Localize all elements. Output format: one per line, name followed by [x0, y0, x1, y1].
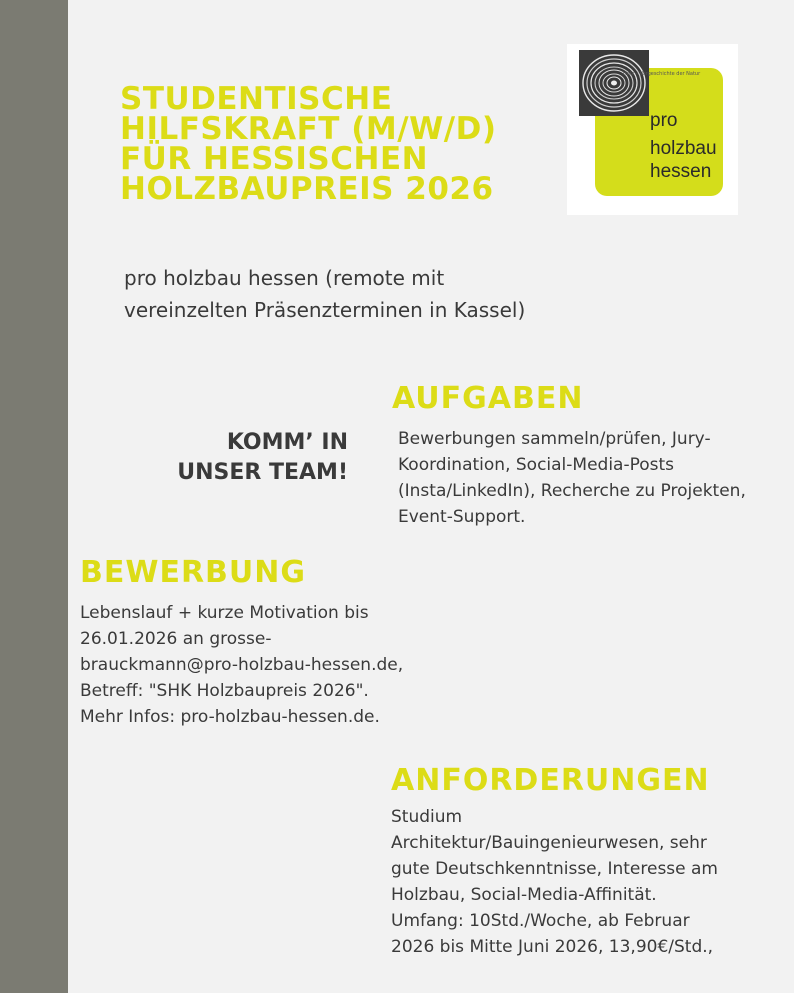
page-title: STUDENTISCHE HILFSKRAFT (M/W/D) FÜR HESSISCHEN HOLZBAUPREIS 2026: [120, 81, 497, 207]
aufgaben-heading: AUFGABEN: [392, 381, 584, 416]
text-line: Umfang: 10Std./Woche, ab Februar: [391, 911, 690, 931]
logo-word-pro: pro: [650, 110, 678, 131]
logo-word-holzbau: holzbau: [650, 138, 717, 159]
text-line: Betreff: "SHK Holzbaupreis 2026".: [80, 681, 369, 701]
text-line: Lebenslauf + kurze Motivation bis: [80, 603, 369, 623]
logo-word-hessen: hessen: [650, 161, 712, 182]
logo-tagline: Holz – Vorgeschichte der Natur: [623, 71, 701, 77]
tree-rings-icon: [579, 50, 649, 116]
bewerbung-text: [80, 600, 500, 730]
text-line: 2026 bis Mitte Juni 2026, 13,90€/Std.,: [391, 937, 714, 957]
pro-holzbau-hessen-logo: [567, 44, 738, 215]
left-sidebar-bar: [0, 0, 68, 993]
callout-line: UNSER TEAM!: [177, 460, 348, 485]
text-line: Mehr Infos: pro-holzbau-hessen.de.: [80, 707, 380, 727]
anforderungen-text: [391, 804, 786, 960]
text-line: Architektur/Bauingenieurwesen, sehr: [391, 833, 707, 853]
bewerbung-heading: BEWERBUNG: [80, 555, 307, 590]
join-team-callout: [110, 428, 348, 488]
text-line: Holzbau, Social-Media-Affinität.: [391, 885, 657, 905]
text-line: gute Deutschkenntnisse, Interesse am: [391, 859, 718, 879]
text-line: brauckmann@pro-holzbau-hessen.de,: [80, 655, 404, 675]
text-line: 26.01.2026 an grosse-: [80, 629, 272, 649]
page-subtitle: pro holzbau hessen (remote mit vereinzelten Präsenzterminen in Kassel): [124, 266, 526, 322]
aufgaben-text: Bewerbungen sammeln/prüfen, Jury-Koordination, Social-Media-Posts (Insta/LinkedIn), Recherche zu Projekten, Event-Support.: [398, 429, 746, 527]
anforderungen-heading: ANFORDERUNGEN: [391, 763, 710, 798]
callout-line: KOMM’ IN: [226, 430, 348, 455]
text-line: Studium: [391, 807, 463, 827]
